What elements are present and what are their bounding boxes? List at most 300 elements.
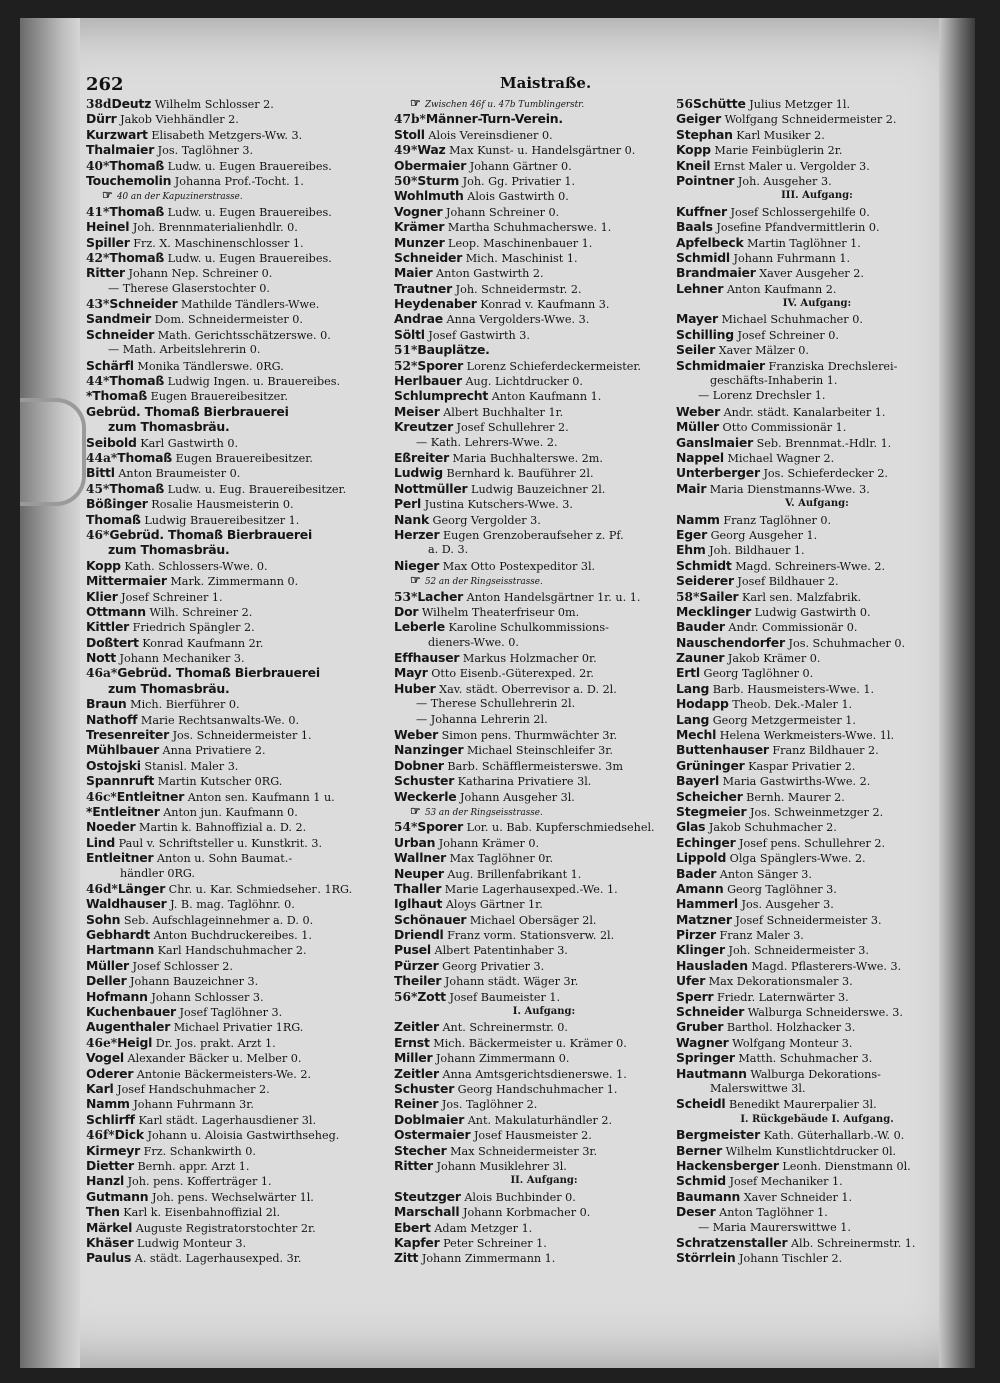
list-item — [394, 465, 694, 480]
pointing-hand-icon: ☞ — [410, 803, 425, 818]
list-item — [86, 450, 391, 465]
list-item — [676, 96, 958, 111]
resident-name: Märkel — [86, 1219, 133, 1235]
resident-details: Ludwig Monteur 3. — [133, 1236, 247, 1250]
resident-details: Michael Privatier 1RG. — [170, 1021, 304, 1035]
resident-details: Anton Kaufmann 2. — [723, 282, 837, 296]
resident-details: Konrad Kaufmann 2r. — [138, 636, 264, 650]
resident-name: Ostermaier — [394, 1127, 471, 1143]
resident-details: Josef Gastwirth 3. — [424, 328, 530, 342]
street-pointer — [394, 96, 694, 111]
resident-details: Ludwig Gastwirth 0. — [751, 605, 871, 619]
list-item — [394, 1220, 694, 1235]
list-item — [394, 250, 694, 265]
list-item — [394, 927, 694, 942]
list-item — [394, 604, 694, 619]
list-item — [394, 481, 694, 496]
list-item — [676, 619, 958, 634]
resident-details: Chr. u. Kar. Schmiedsehег. 1RG. — [165, 882, 353, 896]
resident-details: Ludw. u. Eugen Brauereibes. — [164, 251, 332, 265]
resident-details: Josef Mechaniker 1. — [725, 1175, 843, 1189]
list-item — [676, 1019, 958, 1034]
list-item — [676, 1189, 958, 1204]
resident-name: Wallner — [394, 850, 447, 866]
resident-details: Barb. Schäfflermeisterswe. 3m — [443, 759, 623, 773]
resident-name: Dürr — [86, 111, 117, 127]
resident-details: Marie Feinbüglerin 2r. — [710, 144, 843, 158]
resident-name: Karl — [86, 1081, 114, 1096]
resident-name: Stegmeier — [676, 803, 747, 819]
resident-details: Magd. Schreiners-Wwe. 2. — [731, 559, 886, 573]
resident-details: Alexander Bäcker u. Melber 0. — [123, 1052, 302, 1066]
list-item — [394, 989, 694, 1004]
resident-details: Michael Wagner 2. — [723, 451, 835, 465]
resident-details: Jos. Schuhmacher 0. — [784, 636, 906, 650]
resident-name: Nauschendorfer — [676, 634, 785, 650]
resident-name: Berner — [676, 1142, 723, 1158]
resident-name: Nappel — [676, 449, 724, 465]
resident-details: Bernhard k. Bauführer 2l. — [442, 467, 594, 481]
list-item — [86, 681, 391, 696]
list-item — [394, 542, 694, 557]
resident-details: Max Otto Postexpeditor 3l. — [439, 559, 596, 573]
list-item — [676, 665, 958, 680]
resident-details: Andr. städt. Kanalarbeiter 1. — [720, 405, 886, 419]
resident-name: Hackensberger — [676, 1157, 779, 1173]
list-item — [86, 696, 391, 711]
resident-name: Ostojski — [86, 757, 141, 773]
resident-name: Maier — [394, 265, 433, 281]
resident-details: Joh. Brennmaterialienhdlr. 0. — [129, 221, 298, 235]
house-number: 52* — [394, 358, 418, 373]
resident-name: *Entleitner — [86, 803, 160, 819]
resident-name: Driendl — [394, 927, 444, 943]
list-item — [676, 450, 958, 465]
resident-name: Schlirff — [86, 1111, 135, 1127]
house-number: 41* — [86, 204, 110, 219]
resident-details: Friedr. Laternwärter 3. — [713, 990, 849, 1004]
house-number: 42* — [86, 250, 110, 265]
resident-details: Stanisl. Maler 3. — [140, 759, 239, 773]
resident-name: Baals — [676, 219, 713, 235]
list-item — [394, 1250, 694, 1265]
resident-name: Sailer — [699, 588, 739, 604]
resident-details: Georg Metzgermeister 1. — [709, 713, 856, 727]
resident-name: zum Thomasbräu. — [108, 542, 230, 558]
resident-name: Theiler — [394, 973, 442, 989]
resident-details: Benedikt Maurerpalier 3l. — [725, 1098, 877, 1112]
list-item — [676, 635, 958, 650]
resident-name: Oderer — [86, 1065, 134, 1081]
list-item — [676, 250, 958, 265]
resident-details: Johann Ausgeher 3l. — [456, 790, 575, 804]
resident-details: Josef Schneidermeister 3. — [731, 913, 882, 927]
resident-name: Gruber — [676, 1019, 724, 1035]
resident-name: Ludwig — [394, 465, 443, 481]
resident-details: Eugen Grenzoberaufseher z. Pf. — [439, 528, 624, 542]
column-1 — [86, 96, 391, 1266]
list-item — [394, 942, 694, 957]
resident-name: Länger — [117, 880, 166, 896]
list-item — [394, 650, 694, 665]
resident-details: Simon pens. Thurmwächter 3r. — [438, 729, 618, 743]
list-item — [394, 619, 694, 634]
resident-details: Anton Handelsgärtner 1r. u. 1. — [463, 590, 641, 604]
list-item — [676, 896, 958, 911]
resident-details: Xaver Ausgeher 2. — [755, 267, 864, 281]
resident-details: Maria Buchhalterswe. 2m. — [448, 451, 603, 465]
resident-name: Schütte — [692, 96, 746, 111]
list-item — [676, 1250, 958, 1265]
resident-details: Karl Gastwirth 0. — [136, 436, 239, 450]
resident-details: Georg Handschuhmacher 1. — [454, 1083, 618, 1096]
street-pointer — [86, 188, 391, 203]
list-item — [394, 419, 694, 434]
resident-details: Martin Taglöhner 1. — [743, 236, 861, 250]
list-item — [86, 127, 391, 142]
staircase-heading: IV. Aufgang: — [782, 298, 852, 310]
resident-name: Ufer — [676, 973, 706, 989]
house-number: 43* — [86, 297, 110, 312]
paper-clip — [20, 398, 86, 506]
resident-name: Heinel — [86, 219, 130, 235]
resident-name: Deller — [86, 973, 127, 989]
list-item — [676, 881, 958, 896]
resident-details: A. städt. Lagerhausexped. 3r. — [131, 1252, 302, 1266]
resident-details: Mich. Maschinist 1. — [462, 251, 578, 265]
list-item — [394, 404, 694, 419]
resident-name: Wagner — [676, 1034, 729, 1050]
list-item — [394, 1112, 694, 1127]
list-item — [676, 912, 958, 927]
resident-name: Then — [86, 1204, 120, 1220]
house-number: 46f* — [86, 1128, 115, 1143]
resident-details: Alois Gastwirth 0. — [463, 190, 569, 204]
list-item — [86, 912, 391, 927]
resident-name: Mühlbauer — [86, 742, 159, 758]
resident-name: Nieger — [394, 557, 440, 573]
list-item — [86, 1066, 391, 1081]
list-item — [86, 927, 391, 942]
resident-name: Springer — [676, 1050, 735, 1066]
staircase-heading: I. Aufgang: — [512, 1006, 576, 1018]
resident-name: Hausladen — [676, 957, 748, 973]
resident-name: Ehm — [676, 542, 706, 558]
list-item — [394, 958, 694, 973]
list-item — [676, 1143, 958, 1158]
resident-name: Schuster — [394, 773, 455, 789]
resident-name: Echinger — [676, 834, 736, 850]
list-item — [86, 111, 391, 126]
resident-details: Johann Gärtner 0. — [466, 159, 572, 173]
list-item — [676, 542, 958, 557]
resident-name: Nottmüller — [394, 480, 468, 496]
list-item — [676, 927, 958, 942]
resident-name: Mechl — [676, 727, 717, 743]
resident-details: dieners-Wwe. 0. — [428, 635, 519, 649]
resident-details: Johann städt. Wäger 3r. — [441, 975, 579, 989]
street-pointer — [394, 573, 694, 588]
list-item — [676, 604, 958, 619]
resident-details: Kaspar Privatier 2. — [744, 759, 856, 773]
resident-details: Wilhelm Theaterfriseur 0m. — [418, 605, 580, 619]
resident-details: Anna Amtsgerichtsdienerswe. 1. — [438, 1067, 627, 1081]
resident-details: Monika Tändlerswe. 0RG. — [133, 359, 284, 373]
list-item — [676, 573, 958, 588]
staircase-heading: V. Aufgang: — [785, 498, 849, 510]
resident-name: Mair — [676, 480, 707, 496]
resident-details: geschäfts-Inhaberin 1. — [710, 374, 838, 388]
resident-details: Dr. Jos. prakt. Arzt 1. — [152, 1036, 276, 1050]
resident-details: Friedrich Spängler 2. — [129, 621, 255, 635]
resident-details: Martin k. Bahnoffizial a. D. 2. — [135, 821, 307, 835]
resident-name: Lacher — [417, 588, 464, 604]
resident-details: Martha Schuhmacherswe. 1. — [444, 221, 612, 235]
list-item — [676, 219, 958, 234]
list-item — [394, 1189, 694, 1204]
resident-name: Sohn — [86, 911, 121, 927]
list-item — [86, 281, 391, 296]
resident-name: Kurzwart — [86, 126, 148, 142]
resident-name: Marschall — [394, 1204, 460, 1220]
resident-details: Jos. Schneidermeister 1. — [169, 729, 312, 743]
resident-name: Paulus — [86, 1250, 132, 1266]
resident-name: Thomaß — [86, 511, 141, 527]
resident-details: Albert Patentinhaber 3. — [430, 944, 568, 958]
resident-name: Söltl — [394, 326, 425, 342]
resident-details: — Johanna Lehrerin 2l. — [416, 712, 548, 726]
list-item — [394, 758, 694, 773]
list-item — [86, 604, 391, 619]
resident-name: Vogel — [86, 1050, 124, 1066]
resident-details: Johann Fuhrmann 1. — [729, 251, 851, 265]
resident-details: Aug. Brillenfabrikant 1. — [443, 867, 582, 881]
resident-name: Kopp — [676, 142, 711, 158]
resident-name: Doblmaier — [394, 1111, 465, 1127]
resident-details: Kath. Güterhallarb.-W. 0. — [760, 1129, 905, 1143]
resident-name: Thomaß — [109, 157, 165, 173]
list-item — [676, 311, 958, 326]
resident-details: Kath. Schlossers-Wwe. 0. — [120, 559, 268, 573]
house-number: 46a* — [86, 666, 118, 681]
list-item — [676, 281, 958, 296]
resident-name: Klier — [86, 588, 118, 604]
list-item — [676, 681, 958, 696]
resident-details: Peter Schreiner 1. — [439, 1236, 547, 1250]
resident-details: Anton Sänger 3. — [716, 867, 812, 881]
resident-details: Josef Hausmeister 2. — [470, 1129, 592, 1143]
resident-details: Jos. Taglöhner 3. — [154, 144, 254, 158]
list-item — [86, 835, 391, 850]
resident-details: Eugen Brauereibesitzer. — [172, 451, 313, 465]
resident-details: Franz Taglöhner 0. — [719, 513, 832, 527]
resident-details: J. B. mag. Taglöhnr. 0. — [166, 898, 295, 912]
list-item — [86, 942, 391, 957]
resident-details: Otto Commissionär 1. — [718, 421, 847, 435]
resident-details: händler 0RG. — [120, 866, 195, 880]
list-item — [86, 1096, 391, 1111]
resident-name: Sandmeir — [86, 311, 152, 327]
list-item — [394, 773, 694, 788]
list-item — [86, 1081, 391, 1096]
resident-details: Ludw. u. Eugen Brauereibes. — [164, 159, 332, 173]
resident-name: Schneider — [86, 326, 155, 342]
resident-name: Schmidt — [676, 557, 732, 573]
staircase-heading: II. Aufgang: — [510, 1175, 578, 1187]
resident-details: Jakob Krämer 0. — [724, 652, 821, 666]
list-item — [394, 173, 694, 188]
list-item — [676, 589, 958, 604]
resident-details: Helena Werkmeisters-Wwe. 1l. — [716, 729, 895, 743]
list-item — [676, 235, 958, 250]
resident-details: Joh. pens. Wechselwärter 1l. — [148, 1190, 314, 1204]
resident-details: Johann Fuhrmann 3r. — [129, 1098, 254, 1112]
resident-details: Johann Krämer 0. — [435, 836, 540, 850]
resident-details: — Kath. Lehrers-Wwe. 2. — [416, 435, 558, 449]
resident-name: Lind — [86, 834, 116, 850]
resident-name: Baumann — [676, 1188, 741, 1204]
resident-name: Doßtert — [86, 634, 139, 650]
list-item — [676, 512, 958, 527]
list-item — [86, 973, 391, 988]
list-item — [86, 1004, 391, 1019]
resident-details: Wilhelm Kunstlichtdrucker 0l. — [722, 1144, 897, 1158]
resident-name: Glas — [676, 819, 706, 835]
resident-details: Ernst Maler u. Vergolder 3. — [710, 159, 870, 173]
list-item — [394, 111, 694, 126]
resident-name: Kirmeyr — [86, 1142, 141, 1158]
list-item — [86, 758, 391, 773]
list-item — [394, 1143, 694, 1158]
list-item — [394, 727, 694, 742]
resident-details: Karl k. Eisenbahnoffizial 2l. — [119, 1206, 281, 1220]
resident-name: Stephan — [676, 126, 733, 142]
list-item — [86, 1189, 391, 1204]
list-item — [394, 219, 694, 234]
resident-name: Störrlein — [676, 1250, 736, 1266]
list-item — [394, 712, 694, 727]
list-item — [394, 1096, 694, 1111]
list-item — [676, 481, 958, 496]
house-number: 47b* — [394, 112, 426, 127]
resident-details: Ludwig Brauereibesitzer 1. — [140, 513, 300, 527]
resident-name: Schlumprecht — [394, 388, 489, 404]
list-item — [394, 435, 694, 450]
list-item — [86, 1204, 391, 1219]
resident-details: Frz. X. Maschinenschlosser 1. — [129, 236, 304, 250]
list-item — [676, 358, 958, 373]
list-item — [676, 435, 958, 450]
resident-name: Steutzger — [394, 1188, 461, 1204]
resident-details: Georg Taglöhner 0. — [699, 667, 814, 681]
resident-name: Thomaß — [117, 449, 173, 465]
resident-name: Weckerle — [394, 788, 457, 804]
resident-details: Georg Ausgeher 1. — [707, 528, 818, 542]
resident-name: Müller — [86, 957, 129, 973]
resident-name: Mecklinger — [676, 603, 752, 619]
resident-details: Ludw. u. Eug. Brauereibesitzer. — [164, 482, 347, 496]
resident-name: Hartmann — [86, 942, 155, 958]
resident-details: Maria Dienstmanns-Wwe. 3. — [706, 482, 870, 496]
street-pointer — [394, 804, 694, 819]
resident-name: Schärfl — [86, 357, 134, 373]
resident-details: Seb. Aufschlageinnehmer a. D. 0. — [120, 913, 314, 927]
resident-name: Seiderer — [676, 573, 734, 589]
list-item — [86, 435, 391, 450]
list-item — [394, 235, 694, 250]
house-number: 46* — [86, 527, 110, 542]
resident-name: Kittler — [86, 619, 130, 635]
resident-details: — Therese Schullehrerin 2l. — [416, 697, 576, 711]
resident-name: Krämer — [394, 219, 445, 235]
resident-name: Schuster — [394, 1081, 455, 1096]
resident-name: Grüninger — [676, 757, 745, 773]
resident-details: Lorenz Schieferdeckermeister. — [463, 359, 642, 373]
resident-details: Andr. Commissionär 0. — [724, 621, 858, 635]
resident-details: Joh. pens. Kofferträger 1. — [124, 1175, 272, 1189]
resident-name: Mayr — [394, 665, 428, 681]
list-item — [394, 973, 694, 988]
resident-name: Miller — [394, 1050, 433, 1066]
list-item — [676, 173, 958, 188]
resident-name: Zeitler — [394, 1019, 439, 1035]
resident-details: Johann Tischler 2. — [735, 1252, 843, 1266]
resident-details: Bernh. appr. Arzt 1. — [133, 1159, 250, 1173]
resident-name: Seibold — [86, 434, 137, 450]
resident-name: Apfelbeck — [676, 234, 744, 250]
resident-name: Gebrüd. Thomaß Bierbrauerei — [117, 665, 320, 681]
list-item — [676, 111, 958, 126]
resident-name: Nank — [394, 511, 429, 527]
resident-name: Matzner — [676, 911, 732, 927]
list-item — [394, 296, 694, 311]
resident-name: Hofmann — [86, 988, 148, 1004]
list-item — [394, 342, 694, 357]
resident-details: Anton Taglöhner 1. — [715, 1206, 828, 1220]
resident-name: Unterberger — [676, 465, 760, 481]
list-item — [86, 311, 391, 326]
pointer-text: Zwischen 46f u. 47b Tumblingerstr. — [424, 100, 585, 110]
resident-name: Augenthaler — [86, 1019, 171, 1035]
list-item — [86, 727, 391, 742]
resident-details: Antonie Bäckermeisters-We. 2. — [133, 1067, 312, 1081]
list-item — [394, 311, 694, 326]
house-number: 44* — [86, 374, 110, 389]
resident-details: Xav. städt. Oberrevisor a. D. 2l. — [435, 682, 617, 696]
resident-name: Heydenaber — [394, 296, 477, 312]
resident-details: Marie Rechtsanwalts-We. 0. — [137, 713, 300, 727]
resident-name: Nott — [86, 650, 116, 666]
resident-details: Josef Handschuhmacher 2. — [113, 1083, 270, 1096]
list-item — [394, 388, 694, 403]
resident-name: Eßreiter — [394, 449, 449, 465]
list-item — [86, 527, 391, 542]
resident-name: Hodapp — [676, 696, 729, 712]
list-item — [86, 542, 391, 557]
resident-details: — Math. Arbeitslehrerin 0. — [108, 343, 261, 357]
resident-details: Otto Eisenb.-Güterexped. 2r. — [427, 667, 594, 681]
resident-name: Deser — [676, 1204, 716, 1220]
resident-details: Anna Vergolders-Wwe. 3. — [442, 313, 590, 327]
list-item — [394, 558, 694, 573]
resident-name: Ebert — [394, 1219, 431, 1235]
resident-name: Amann — [676, 880, 724, 896]
resident-name: Kneil — [676, 157, 711, 173]
resident-details: Johann Mechaniker 3. — [115, 652, 245, 666]
resident-details: a. D. 3. — [428, 543, 469, 557]
resident-name: Ertl — [676, 665, 700, 681]
resident-name: Weber — [676, 403, 721, 419]
